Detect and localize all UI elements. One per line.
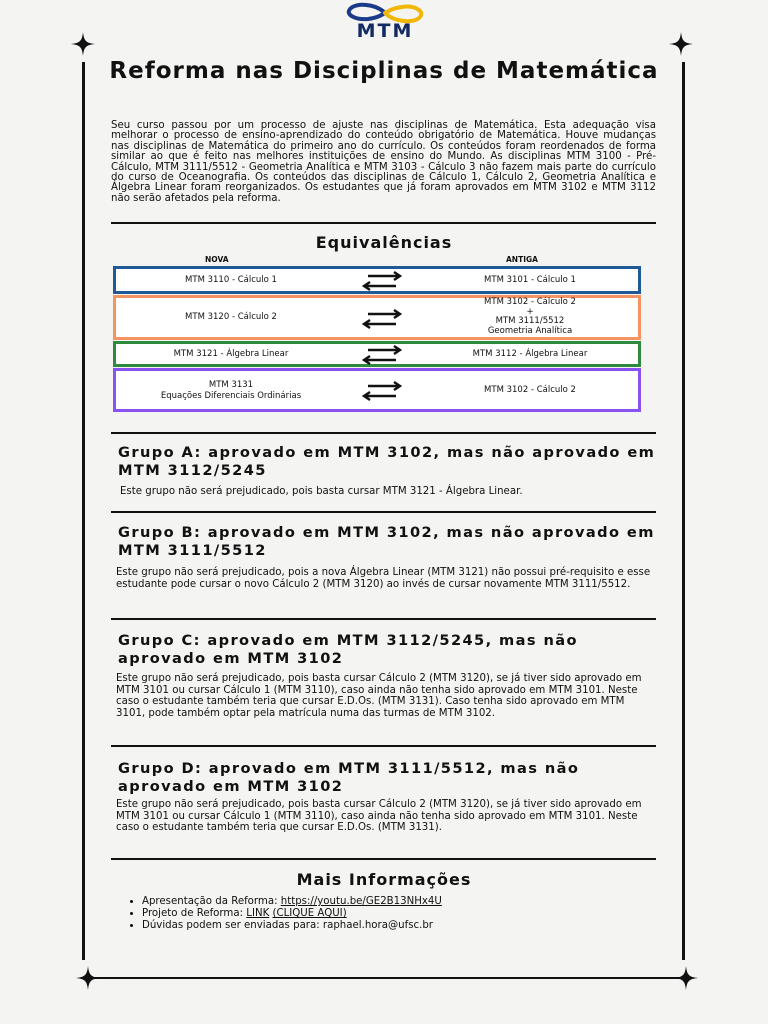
group-b-title: Grupo B: aprovado em MTM 3102, mas não aprovado em MTM 3111/5512 — [118, 524, 655, 559]
group-c-text: Este grupo não será prejudicado, pois basta cursar Cálculo 2 (MTM 3120), se já tiver sido aprovado em MTM 3101 ou cursar Cálculo 1 (MTM 3110), caso ainda não tenha sido aprovado em MTM 3101. Neste caso o estudante também teria que cursar E.D.Os. (MTM 3131). Caso tenha sido aprovado em MTM 3101, pode também optar pela matrícula numa das turmas de MTM 3102. — [116, 673, 642, 719]
list-item — [142, 920, 662, 932]
swap-arrows-icon — [356, 270, 408, 292]
group-d-title: Grupo D: aprovado em MTM 3111/5512, mas não aprovado em MTM 3102 — [118, 760, 580, 795]
more-info-list — [128, 896, 662, 932]
equivalence-new-line: Equações Diferenciais Ordinárias — [160, 391, 302, 401]
sparkle-icon — [76, 966, 100, 990]
equivalence-old-line: Geometria Analítica — [487, 325, 573, 336]
equivalence-row — [113, 368, 641, 412]
equivalence-old-line: + — [526, 306, 534, 317]
equivalence-new: MTM 3121 - Álgebra Linear — [173, 349, 289, 359]
divider — [111, 432, 656, 434]
more-info-heading: Mais Informações — [296, 870, 472, 889]
column-header-new: NOVA — [205, 255, 229, 264]
equivalence-old: MTM 3101 - Cálculo 1 — [484, 275, 576, 285]
sparkle-icon — [669, 32, 693, 56]
equivalence-old: MTM 3112 - Álgebra Linear — [472, 349, 588, 359]
divider — [111, 745, 656, 747]
sparkle-icon — [674, 966, 698, 990]
equivalencias-heading: Equivalências — [315, 233, 453, 252]
swap-arrows-icon — [356, 344, 408, 366]
contact-text: Dúvidas podem ser enviadas para: raphael.hora@ufsc.br — [142, 920, 433, 931]
equivalence-old-line: MTM 3102 - Cálculo 2 — [484, 297, 576, 307]
column-header-old: ANTIGA — [506, 255, 538, 264]
equivalence-row — [113, 266, 641, 294]
project-link[interactable]: LINK — [246, 908, 270, 919]
group-b-text: Este grupo não será prejudicado, pois a nova Álgebra Linear (MTM 3121) não possui pré-requisito e esse estudante pode cursar o novo Cálculo 2 (MTM 3120) ao invés de cursar novamente MTM 3111/5512. — [116, 567, 651, 590]
group-d-text: Este grupo não será prejudicado, pois basta cursar Cálculo 2 (MTM 3120), se já tiver sido aprovado em MTM 3101 ou cursar Cálculo 1 (MTM 3110), caso ainda não tenha sido aprovado em MTM 3101. Neste caso o estudante também teria que cursar E.D.Os. (MTM 3131). — [116, 799, 642, 833]
equivalence-new-line: MTM 3131 — [208, 380, 254, 390]
intro-paragraph: Seu curso passou por um processo de ajuste nas disciplinas de Matemática. Esta adequação visa melhorar o processo de ensino-aprendizado do conteúdo obrigatório de Matemática. Houve mudanças nas disciplinas de Matemática do primeiro ano do currículo. Os conteúdos foram reordenados de forma similar ao que é feito nas melhores instituições de ensino do Mundo. As disciplinas MTM 3100 - Pré-Cálculo, MTM 3111/5512 - Geometria Analítica e MTM 3103 - Cálculo 3 não fazem mais parte do currículo do curso de Oceanografia. Os conteúdos das disciplinas de Cálculo 1, Cálculo 2, Geometria Analítica e Álgebra Linear foram reorganizados. Os estudantes que já foram aprovados em MTM 3102 e MTM 3112 não serão afetados pela reforma. — [111, 120, 656, 204]
equivalence-old-line: MTM 3111/5512 — [495, 316, 565, 326]
divider — [111, 511, 656, 513]
swap-arrows-icon — [356, 380, 408, 402]
divider — [111, 858, 656, 860]
equivalence-new: MTM 3120 - Cálculo 2 — [185, 312, 277, 322]
frame-right-line — [682, 62, 685, 960]
frame-left-line — [82, 62, 85, 960]
frame-bottom-line — [88, 977, 680, 979]
equivalence-row — [113, 295, 641, 340]
group-a-text: Este grupo não será prejudicado, pois basta cursar MTM 3121 - Álgebra Linear. — [120, 486, 523, 497]
presentation-link[interactable]: https://youtu.be/GE2B13NHx4U — [280, 896, 442, 907]
list-item: • Apresentação da Reforma: https://youtu.be/GE2B13NHx4U — [142, 896, 662, 908]
divider — [111, 222, 656, 224]
divider — [111, 618, 656, 620]
equivalence-new: MTM 3110 - Cálculo 1 — [185, 275, 277, 285]
group-a-title: Grupo A: aprovado em MTM 3102, mas não aprovado em MTM 3112/5245 — [118, 444, 656, 479]
logo-text: MTM — [356, 20, 414, 42]
group-c-title: Grupo C: aprovado em MTM 3112/5245, mas não aprovado em MTM 3102 — [118, 632, 578, 667]
sparkle-icon — [71, 32, 95, 56]
page-title: Reforma nas Disciplinas de Matemática — [109, 58, 659, 84]
list-item: • Projeto de Reforma: LINK (CLIQUE AQUI) — [142, 908, 662, 920]
mtm-logo — [335, 2, 435, 42]
swap-arrows-icon — [356, 308, 408, 330]
equivalence-row — [113, 341, 641, 367]
equivalence-old: MTM 3102 - Cálculo 2 — [484, 385, 576, 395]
click-here-link[interactable]: (CLIQUE AQUI) — [272, 908, 347, 919]
